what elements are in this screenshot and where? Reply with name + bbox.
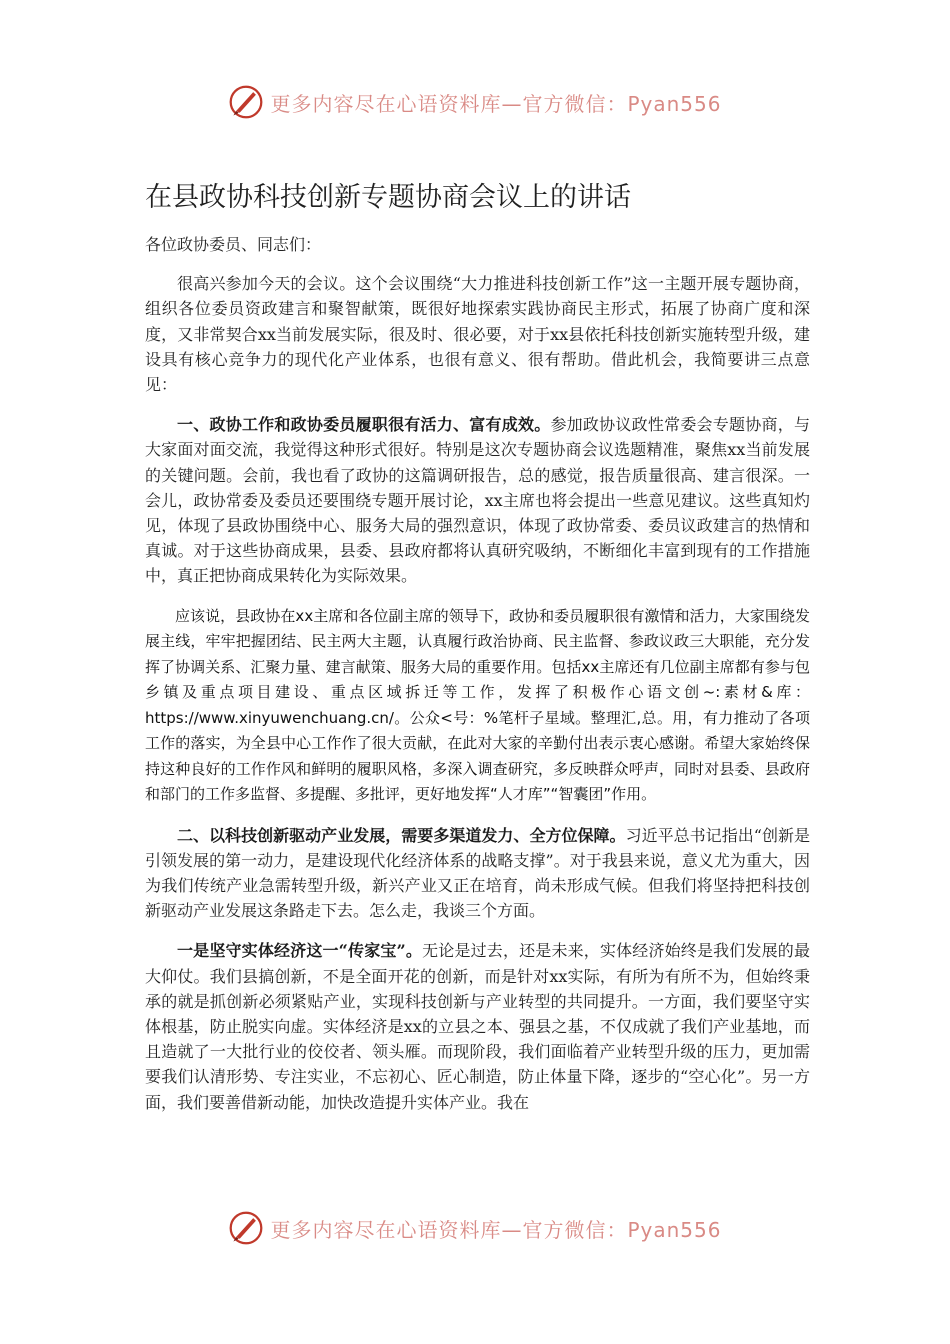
document-body xyxy=(145,232,810,1130)
section-two-body: 习近平总书记指出“创新是引领发展的第一动力，是建设现代化经济体系的战略支撑”。对于我县来说，意义尤为重大，因为我们传统产业急需转型升级，新兴产业又正在培育，尚未形成气候。但我们将坚持把科技创新驱动产业发展这条路走下去。怎么走，我谈三个方面。 xyxy=(145,825,810,921)
paragraph-section-two xyxy=(145,823,810,924)
paragraph-point-one xyxy=(145,938,810,1114)
greeting: 各位政协委员、同志们： xyxy=(145,235,322,254)
footer-banner xyxy=(0,1206,950,1250)
paragraph-section-one xyxy=(145,412,810,588)
paragraph-section-one-continued: 应该说，县政协在xx主席和各位副主席的领导下，政协和委员履职很有激情和活力，大家围绕发展主线，牢牢把握团结、民主两大主题，认真履行政治协商、民主监督、参政议政三大职能，充分发挥了协调关系、汇聚力量、建言献策、服务大局的重要作用。包括xx主席还有几位副主席都有参与包乡镇及重点项目建设、重点区域拆迁等工作，发挥了积极作心语文创~:素材&库：https://www.xinyuwenchuang.cn/。公众<号：%笔杆子星域。整理汇,总。用，有力推动了各项工作的落实，为全县中心工作作了很大贡献，在此对大家的辛勤付出表示衷心感谢。希望大家始终保持这种良好的工作作风和鲜明的履职风格，多深入调查研究，多反映群众呼声，同时对县委、县政府和部门的工作多监督、多提醒、多批评，更好地发挥“人才库”“智囊团”作用。 xyxy=(145,606,810,804)
header-banner xyxy=(0,80,950,124)
quill-logo-icon xyxy=(228,84,264,120)
document-title: 在县政协科技创新专题协商会议上的讲话 xyxy=(145,182,631,213)
footer-banner-text: 更多内容尽在心语资料库—官方微信：Pyan556 xyxy=(270,1217,722,1242)
point-one-heading: 一是坚守实体经济这一“传家宝”。 xyxy=(177,941,423,961)
header-banner-text: 更多内容尽在心语资料库—官方微信：Pyan556 xyxy=(270,91,722,116)
section-one-heading: 一、政协工作和政协委员履职很有活力、富有成效。 xyxy=(177,415,551,435)
section-two-heading: 二、以科技创新驱动产业发展，需要多渠道发力、全方位保障。 xyxy=(177,825,626,845)
point-one-body: 无论是过去，还是未来，实体经济始终是我们发展的最大仰仗。我们县搞创新，不是全面开花的创新，而是针对xx实际，有所为有所不为，但始终秉承的就是抓创新必须紧贴产业，实现科技创新与产业转型的共同提升。一方面，我们要坚守实体根基，防止脱实向虚。实体经济是xx的立县之本、强县之基，不仅成就了我们产业基地，而且造就了一大批行业的佼佼者、领头雁。而现阶段，我们面临着产业转型升级的压力，更加需要我们认清形势、专注实业，不忘初心、匠心制造，防止体量下降，逐步的“空心化”。另一方面，我们要善借新动能，加快改造提升实体产业。我在 xyxy=(145,941,810,1112)
quill-logo-icon xyxy=(228,1210,264,1246)
paragraph-intro: 很高兴参加今天的会议。这个会议围绕“大力推进科技创新工作”这一主题开展专题协商，组织各位委员资政建言和聚智献策，既很好地探索实践协商民主形式，拓展了协商广度和深度，又非常契合xx当前发展实际，很及时、很必要，对于xx县依托科技创新实施转型升级，建设具有核心竞争力的现代化产业体系，也很有意义、很有帮助。借此机会，我简要讲三点意见： xyxy=(145,274,810,395)
section-one-body: 参加政协议政性常委会专题协商，与大家面对面交流，我觉得这种形式很好。特别是这次专题协商会议选题精准，聚焦xx当前发展的关键问题。会前，我也看了政协的这篇调研报告，总的感觉，报告质量很高、建言很深。一会儿，政协常委及委员还要围绕专题开展讨论，xx主席也将会提出一些意见建议。这些真知灼见，体现了县政协围绕中心、服务大局的强烈意识，体现了政协常委、委员议政建言的热情和真诚。对于这些协商成果，县委、县政府都将认真研究吸纳，不断细化丰富到现有的工作措施中，真正把协商成果转化为实际效果。 xyxy=(145,415,810,586)
